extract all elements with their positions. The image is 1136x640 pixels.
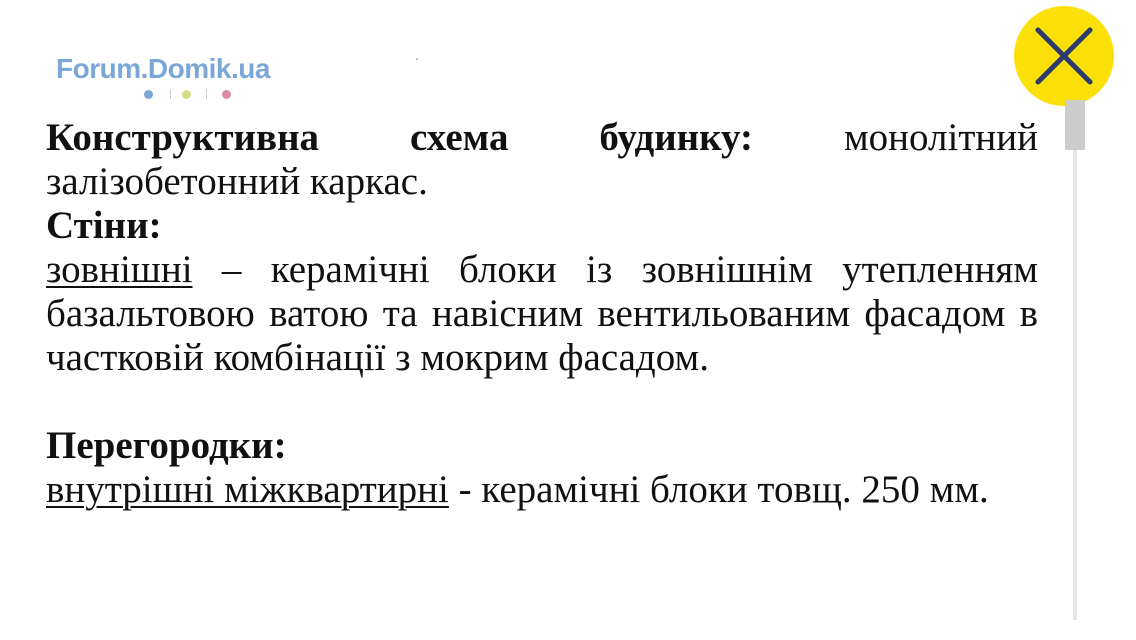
partitions-internal-paragraph bbox=[46, 468, 1038, 512]
scrollbar-track[interactable] bbox=[1073, 100, 1077, 620]
construction-paragraph bbox=[46, 116, 1038, 204]
logo-dot-yellow bbox=[182, 90, 191, 99]
construction-text: монолітний залізобетонний каркас. bbox=[46, 116, 1038, 203]
tick-mark: ˊ bbox=[414, 58, 419, 69]
logo-separator bbox=[206, 89, 207, 99]
forum-logo[interactable] bbox=[56, 52, 326, 102]
logo-text: Forum.Domik.ua bbox=[56, 53, 270, 84]
paragraph-gap bbox=[46, 380, 1038, 424]
partitions-heading: Перегородки: bbox=[46, 424, 287, 467]
walls-external-text: – керамічні блоки із зовнішнім утепленням базальтовою ватою та навісним вентильованим фасадом в частковій комбінації з мокрим фасадом. bbox=[46, 248, 1038, 379]
close-button[interactable] bbox=[1014, 6, 1114, 106]
walls-external-label: зовнішні bbox=[46, 248, 193, 291]
partitions-internal-text: - керамічні блоки товщ. 250 мм. bbox=[448, 468, 989, 511]
logo-dot-blue bbox=[144, 90, 153, 99]
construction-heading: Конструктивна схема будинку: bbox=[46, 116, 754, 159]
partitions-internal-label: внутрішні міжквартирні bbox=[46, 468, 449, 511]
scrollbar-thumb[interactable] bbox=[1065, 100, 1085, 150]
logo-separator bbox=[170, 89, 171, 99]
logo-dot-pink bbox=[222, 90, 231, 99]
document-body bbox=[46, 116, 1038, 512]
walls-external-paragraph bbox=[46, 248, 1038, 380]
close-icon bbox=[1014, 6, 1114, 106]
logo-dots bbox=[144, 88, 244, 100]
walls-heading: Стіни: bbox=[46, 204, 162, 247]
